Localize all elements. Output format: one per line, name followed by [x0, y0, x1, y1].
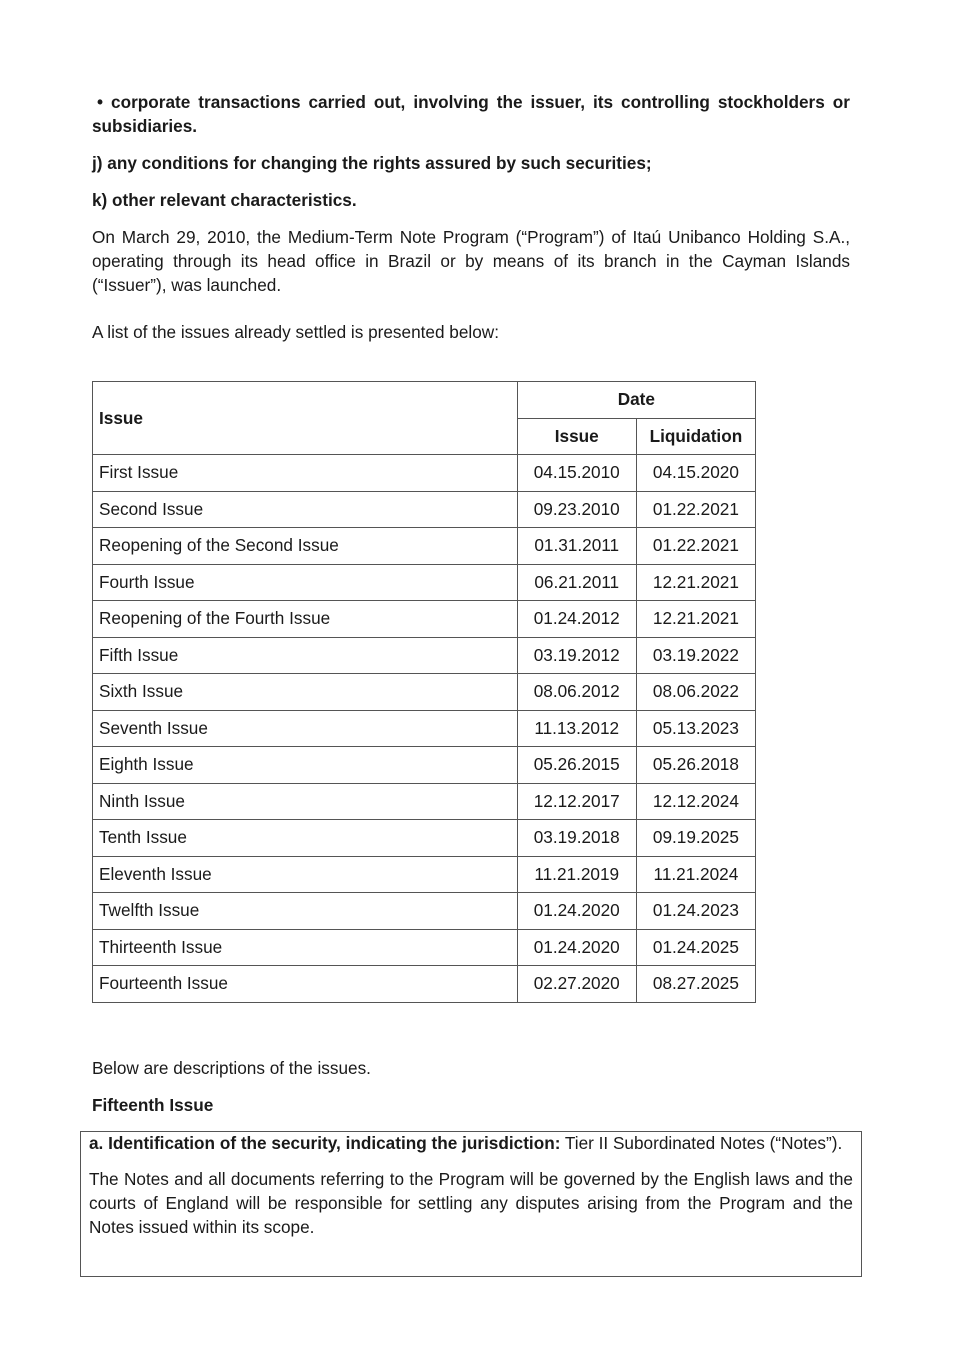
table-row [93, 929, 756, 966]
issue-date-cell: 01.24.2020 [517, 929, 636, 966]
issue-date-cell: 09.23.2010 [517, 491, 636, 528]
issue-date-cell: 01.24.2012 [517, 601, 636, 638]
header-issue: Issue [93, 382, 518, 455]
bullet-symbol: • [97, 92, 104, 112]
issue-date-cell: 03.19.2012 [517, 637, 636, 674]
issue-name-cell: Fifth Issue [93, 637, 518, 674]
issue-date-cell: 12.12.2017 [517, 783, 636, 820]
box-label-value: Tier II Subordinated Notes (“Notes”). [564, 1133, 843, 1153]
issue-name-cell: Eighth Issue [93, 747, 518, 784]
table-row [93, 491, 756, 528]
issue-name-cell: Tenth Issue [93, 820, 518, 857]
table-row [93, 564, 756, 601]
issue-date-cell: 02.27.2020 [517, 966, 636, 1003]
table-row [93, 783, 756, 820]
box-label: a. Identification of the security, indicating the jurisdiction: [89, 1133, 561, 1153]
table-row [93, 820, 756, 857]
security-identification-box [80, 1131, 862, 1277]
issue-date-cell: 06.21.2011 [517, 564, 636, 601]
issue-date-cell: 04.15.2010 [517, 455, 636, 492]
box-identification [89, 1131, 853, 1155]
issue-name-cell: Ninth Issue [93, 783, 518, 820]
liquidation-date-cell: 01.24.2025 [636, 929, 755, 966]
table-row [93, 893, 756, 930]
issue-name-cell: Eleventh Issue [93, 856, 518, 893]
item-k: k) other relevant characteristics. [92, 190, 357, 210]
issue-name-cell: Second Issue [93, 491, 518, 528]
issue-name-cell: Reopening of the Fourth Issue [93, 601, 518, 638]
issue-date-cell: 01.31.2011 [517, 528, 636, 565]
table-row [93, 747, 756, 784]
table-row [93, 856, 756, 893]
issue-date-cell: 11.13.2012 [517, 710, 636, 747]
liquidation-date-cell: 05.13.2023 [636, 710, 755, 747]
liquidation-date-cell: 03.19.2022 [636, 637, 755, 674]
issue-name-cell: Fourteenth Issue [93, 966, 518, 1003]
issue-date-cell: 03.19.2018 [517, 820, 636, 857]
liquidation-date-cell: 12.21.2021 [636, 601, 755, 638]
table-row [93, 455, 756, 492]
bullet-text: corporate transactions carried out, involving the issuer, its controlling stockholders or subsidiaries. [92, 92, 850, 136]
issues-table [92, 381, 756, 1003]
header-date-liquidation: Liquidation [636, 418, 755, 455]
issue-date-cell: 08.06.2012 [517, 674, 636, 711]
issue-name-cell: Sixth Issue [93, 674, 518, 711]
liquidation-date-cell: 01.24.2023 [636, 893, 755, 930]
liquidation-date-cell: 11.21.2024 [636, 856, 755, 893]
table-row [93, 637, 756, 674]
issue-name-cell: First Issue [93, 455, 518, 492]
list-intro: A list of the issues already settled is presented below: [92, 322, 499, 342]
box-paragraph: The Notes and all documents referring to the Program will be governed by the English laws and the courts of England will be responsible for settling any disputes arising from the Program and the Notes issued within its scope. [89, 1169, 853, 1237]
issue-date-cell: 01.24.2020 [517, 893, 636, 930]
item-j: j) any conditions for changing the rights assured by such securities; [92, 153, 652, 173]
liquidation-date-cell: 08.27.2025 [636, 966, 755, 1003]
descriptions-intro: Below are descriptions of the issues. [92, 1058, 371, 1078]
header-date: Date [517, 382, 755, 419]
liquidation-date-cell: 01.22.2021 [636, 528, 755, 565]
liquidation-date-cell: 05.26.2018 [636, 747, 755, 784]
table-row [93, 528, 756, 565]
issue-name-cell: Twelfth Issue [93, 893, 518, 930]
issue-name-cell: Fourth Issue [93, 564, 518, 601]
liquidation-date-cell: 12.21.2021 [636, 564, 755, 601]
liquidation-date-cell: 08.06.2022 [636, 674, 755, 711]
liquidation-date-cell: 04.15.2020 [636, 455, 755, 492]
issue-date-cell: 05.26.2015 [517, 747, 636, 784]
issue-name-cell: Seventh Issue [93, 710, 518, 747]
program-paragraph: On March 29, 2010, the Medium-Term Note Program (“Program”) of Itaú Unibanco Holding S.A., operating through its head office in Brazil or by means of its branch in the Cayman Islands (“Issuer”), was launched. [92, 227, 850, 295]
table-row [93, 710, 756, 747]
issue-date-cell: 11.21.2019 [517, 856, 636, 893]
section-title: Fifteenth Issue [92, 1095, 214, 1115]
header-date-issue: Issue [517, 418, 636, 455]
bullet-item [92, 90, 850, 138]
table-row [93, 966, 756, 1003]
issue-name-cell: Reopening of the Second Issue [93, 528, 518, 565]
table-row [93, 674, 756, 711]
liquidation-date-cell: 01.22.2021 [636, 491, 755, 528]
liquidation-date-cell: 09.19.2025 [636, 820, 755, 857]
issue-name-cell: Thirteenth Issue [93, 929, 518, 966]
liquidation-date-cell: 12.12.2024 [636, 783, 755, 820]
table-row [93, 601, 756, 638]
